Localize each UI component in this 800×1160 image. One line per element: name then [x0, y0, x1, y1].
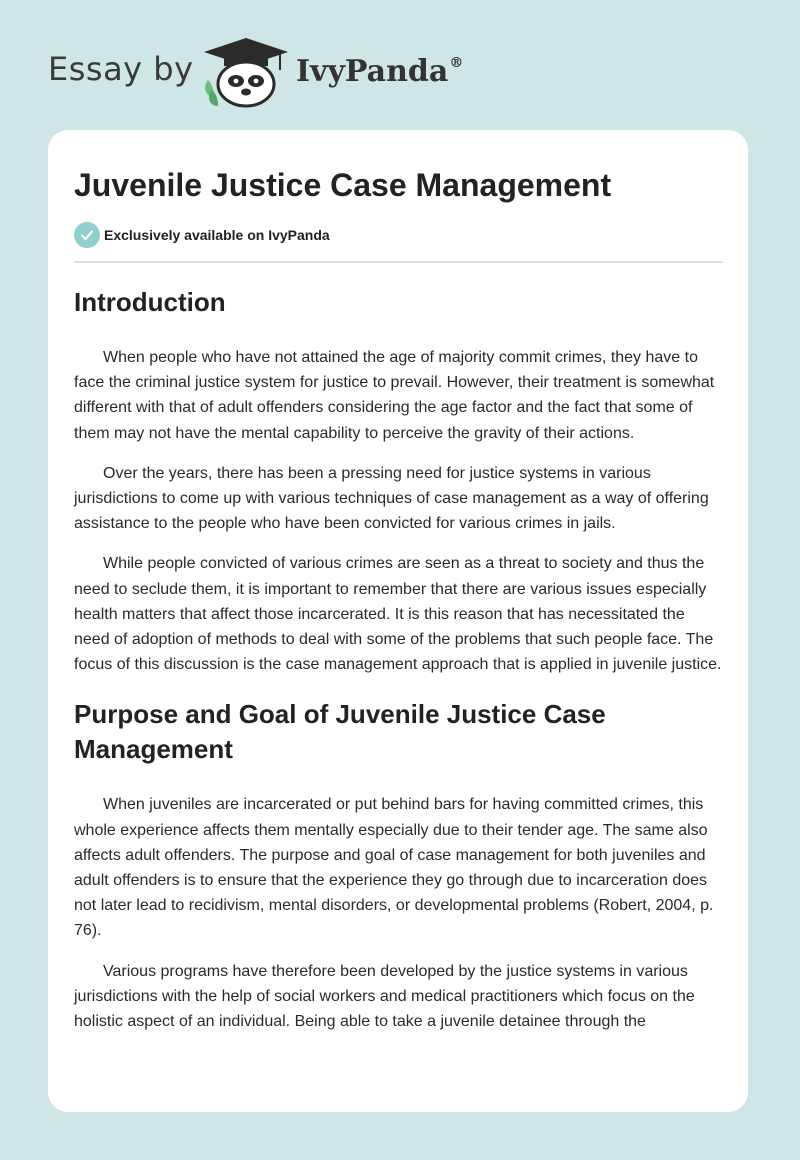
paragraph: When people who have not attained the age of majority commit crimes, they have to face the criminal justice system for justice to prevail. However, their treatment is somewhat different with that of adult offenders considering the age factor and the fact that some of them may not have the mental capability to perceive the gravity of their actions.: [74, 349, 715, 442]
badge-text: Exclusively available on IvyPanda: [104, 227, 330, 243]
page-title: Juvenile Justice Case Management: [74, 167, 612, 203]
paragraph: When juveniles are incarcerated or put behind bars for having committed crimes, this whole experience affects them mentally especially due to their tender age. The same also affects adult offenders. The purpose and goal of case management for both juveniles and adult offenders is to ensure that the experience they go through due to incarceration does not later lead to recidivism, mental disorders, or developmental problems (Robert, 2004, p. 76).: [74, 796, 714, 940]
essay-by-label: Essay by: [48, 50, 194, 88]
paragraph: Various programs have therefore been developed by the justice systems in various jurisdictions with the help of social workers and medical practitioners which focus on the holistic aspect of an individual. Being able to take a juvenile detainee through the: [74, 962, 695, 1031]
section-heading-purpose: Purpose and Goal of Juvenile Justice Case Management: [74, 699, 606, 765]
paragraph: Over the years, there has been a pressing need for justice systems in various jurisdictions to come up with various techniques of case management as a way of offering assistance to the people who have been convicted for various crimes in jails.: [74, 464, 709, 533]
exclusive-badge: [74, 222, 723, 248]
essay-card: [48, 130, 748, 1112]
panda-logo-icon[interactable]: [200, 36, 292, 108]
divider: [74, 261, 723, 263]
brand-name[interactable]: IvyPanda®: [296, 54, 464, 89]
essay-content: [74, 164, 723, 1034]
check-icon: [74, 222, 100, 248]
site-header: [0, 0, 800, 130]
section-heading-introduction: Introduction: [74, 287, 226, 317]
paragraph: While people convicted of various crimes are seen as a threat to society and thus the need to seclude them, it is important to remember that there are various issues especially health matters that affect those incarcerated. It is this reason that has necessitated the need of adoption of methods to deal with some of the problems that such people face. The focus of this discussion is the case management approach that is applied in juvenile justice.: [74, 555, 722, 674]
